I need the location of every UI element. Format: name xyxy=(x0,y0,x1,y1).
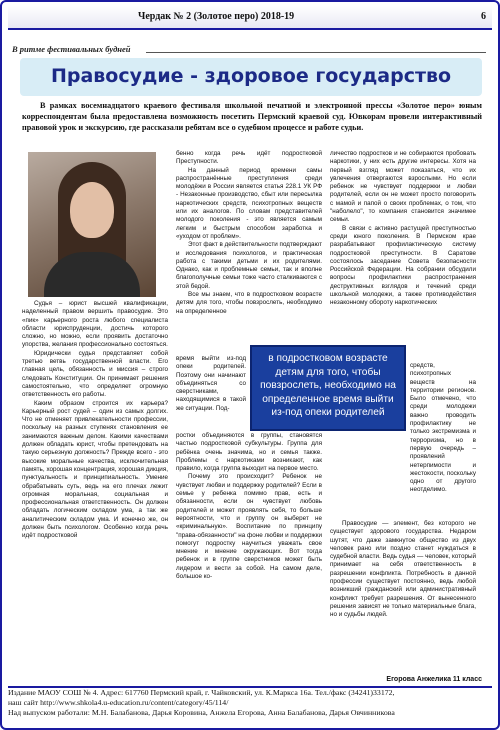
page-footer xyxy=(8,686,492,718)
author-photo xyxy=(28,152,156,297)
page-header xyxy=(8,6,492,30)
paragraph: бенно когда речь идёт подростковой Преступности. xyxy=(176,150,322,166)
article-column-1 xyxy=(22,300,168,541)
issue-title: Чердак № 2 (Золотое перо) 2018-19 xyxy=(138,11,295,22)
footer-address: Издание МАОУ СОШ № 4. Адрес: 617760 Пермский край, г. Чайковский, ул. К.Маркса 16а. Тел./факс (34241)33172, xyxy=(8,688,395,697)
paragraph: время выйти из-под опеки родителей. Поэтому они начинают объединяться со сверстниками, находящимися в такой же ситуации. Под- xyxy=(176,355,246,412)
paragraph: Почему это происходит? Ребенок не чувствует любви и поддержку родителей? Если в семье у ребенка помимо прав, есть и обязанности, если он чувствует любовь родителей и может проявлять себя, то больше вероятности, что и группу он выберет не «криминальную». Воспитание по принципу "права-обязанности" на фоне любви и поддержки помогут подростку научиться уважать свое мнение и мнение окружающих. Вот тогда ребенок и в группе сверстников может быть лидером и вести за собой. На самом деле, большое ко- xyxy=(176,473,322,581)
paragraph: средств, психотропных веществ на территории регионов. Было отмечено, что среди молодежи важно проводить профилактику не только экстремизма и терроризма, но в первую очередь – проявлений нетерпимости и жестокости, поскольку одно от другого неотделимо. xyxy=(410,362,476,494)
rubric-divider xyxy=(146,52,486,53)
paragraph: личество подростков и не собираются пробовать наркотики, у них есть другие интересы. Хотя на первый взгляд может показаться, что их увлечения отвергаются взрослыми. Но если ребенок не чувствует поддержки и любви родителей, если он не может просто поговорить с мамой и папой о своих проблемах, о том, что "наболело", то компания становится значимее семьи. xyxy=(330,150,476,224)
rubric-label: В ритме фестивальных будней xyxy=(12,44,131,54)
paragraph: Судья – юрист высшей квалификации, наделенный правом вершить правосудие. Это «пик» карьерного роста любого специалиста области юриспруденции, достичь которого сложно, но можно, если проявить достаточно упорства, желания профессионально состояться. xyxy=(22,300,168,349)
paragraph: Все мы знаем, что в подростковом возрасте детям для того, чтобы повзрослеть, необходимо на определенное xyxy=(176,291,322,315)
article-column-3 xyxy=(330,150,476,308)
article-column-3-wrap xyxy=(410,362,476,495)
paragraph: В связи с активно растущей преступностью среди юного поколения. В Пермском крае разрабатывают профилактическую систему подростковой преступности. В Саратове состоялось заседание Совета безопасности Российской Федерации. На собрании обсудили вопросы профилактики распространения деструктивных взглядов и течений среди школьной молодежи, а также противодействия незаконному обороту наркотических xyxy=(330,224,476,307)
article-column-2 xyxy=(176,150,322,316)
footer-credits: Над выпуском работали: М.Н. Балабанова, Дарья Коровина, Анжела Егорова, Анна Балабанова, Дарья Овчинникова xyxy=(8,708,395,717)
paragraph: На данный период времени самы распространённые преступления среди молодёжи в России является статья 228.1 УК РФ - Незаконные производство, сбыт или пересылка наркотических средств, психотропных веществ или их аналогов. По словам представителей молодого поколения - это является самым легким и быстрым способом заработка и «уходом от проблем». xyxy=(176,166,322,240)
article-column-3-lower xyxy=(330,520,476,620)
paragraph: Юридически судья представляет собой третью ветвь государственной власти. Его главная цель, обязанность и миссия – строго следовать Конституции. Он принимает решения самостоятельно, что определяет огромную ответственность его работы. xyxy=(22,349,168,399)
pull-quote xyxy=(250,345,406,431)
paragraph: ростки объединяются в группы, становятся частью подростковой субкультуры. Группа для ребёнка очень значима, но и семья также. Проблемы с наркотиками возникают, как правило, когда группа выходит на первое место. xyxy=(176,432,322,473)
paragraph: Этот факт в действительности подтверждают и исследования психологов, и практическая работа с такими детьми и их родителями. Однако, как и проблемные семьи, так и вполне благополучные семьи тоже часто сталкиваются с этой бедой. xyxy=(176,241,322,290)
paragraph: Правосудие — элемент, без которого не существует здорового государства. Недаром шутят, что даже замкнутое общество из двух человек рано или поздно станет нуждаться в судебной власти. Ведь судья — человек, который принимает на себя ответственность в разрешении конфликта. Потребность в данной профессии существует постоянно, ведь любой возникший гражданский или административный конфликт требует разрешения. От вынесенного решения зависят не только материальные блага, но и судьбы людей. xyxy=(330,520,476,619)
pull-quote-text: в подростковом возрасте детям для того, чтобы повзрослеть, необходимо на определенное время выйти из-под опеки родителей xyxy=(260,353,396,418)
article-title: Правосудие - здоровое государство xyxy=(50,65,452,87)
paragraph: Каким образом строится их карьера? Карьерный рост судей – один из самых долгих. Что не отменяет привлекательности профессии, поскольку на разных ступенях становления ее занимаются важным делом. Какими качествами должен обладать юрист, чтобы претендовать на такую серьезную должность? Прежде всего - это высокие моральные качества, исключительная память, хорошая концентрация, хорошая дикция, пунктуальность и принципиальность. Умение обрабатывать суть, ведь на его плечах лежит огромная моральная, социальная и профессиональная ответственность. Он должен обладать логическим складом ума, а так же аналитическим складом ума. И конечно же, он должен быть психологом. Особенно когда речь идёт подростковой xyxy=(22,399,168,540)
photo-face xyxy=(70,182,114,238)
author-signature: Егорова Анжелика 11 класс xyxy=(386,676,482,683)
article-lead: В рамках восемнадцатого краевого фестиваля школьной печатной и электронной прессы «Золотое перо» юным корреспондентам была предоставлена возможность посетить Пермский краевой суд. Ювкорам провели интерактивный правовой урок и экскурсию, где рассказали ребятам все о судебном процессе и работе судьи. xyxy=(22,101,482,132)
column-2-wrap-text xyxy=(176,355,246,413)
page-number: 6 xyxy=(481,11,486,22)
article-column-2-lower xyxy=(176,432,322,581)
footer-site[interactable]: наш сайт http://www.shkola4.u-education.ru/content/category/45/114/ xyxy=(8,698,229,707)
title-banner xyxy=(20,58,482,96)
